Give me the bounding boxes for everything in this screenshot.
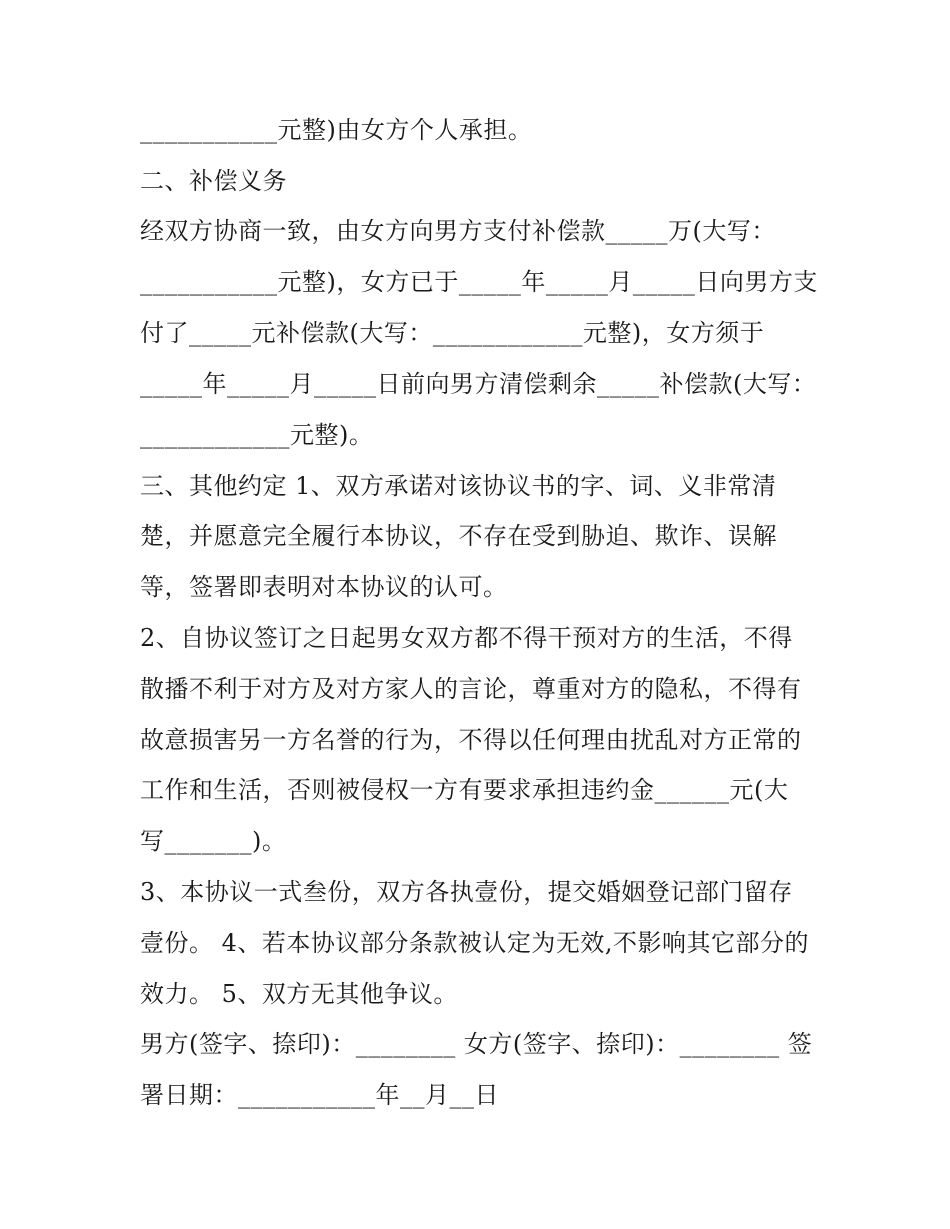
text-line: 效力。 5、双方无其他争议。	[140, 980, 458, 1008]
text-line: 壹份。 4、若本协议部分条款被认定为无效,不影响其它部分的	[140, 929, 810, 957]
text-line: 工作和生活，否则被侵权一方有要求承担违约金______元(大	[140, 776, 789, 804]
text-line: ___________元整)，女方已于_____年_____月_____日向男方支	[140, 268, 818, 296]
text-line: 散播不利于对方及对方家人的言论，尊重对方的隐私，不得有	[140, 675, 802, 703]
text-line: 付了_____元补偿款(大写：____________元整)，女方须于	[140, 319, 765, 347]
text-line: 3、本协议一式叁份，双方各执壹份，提交婚姻登记部门留存	[140, 878, 793, 906]
section-heading: 三、其他约定 1、双方承诺对该协议书的字、词、义非常清	[140, 472, 777, 500]
text-line: ___________元整)由女方个人承担。	[140, 116, 533, 144]
text-line: 2、自协议签订之日起男女双方都不得干预对方的生活，不得	[140, 624, 793, 652]
signature-line: 男方(签字、捺印)：________ 女方(签字、捺印)：________ 签	[140, 1030, 813, 1058]
text-line: _____年_____月_____日前向男方清偿剩余_____补偿款(大写：	[140, 370, 817, 398]
date-line: 署日期：___________年__月__日	[140, 1081, 499, 1109]
section-heading: 二、补偿义务	[140, 167, 287, 195]
text-line: 等，签署即表明对本协议的认可。	[140, 573, 508, 601]
text-line: 楚，并愿意完全履行本协议，不存在受到胁迫、欺诈、误解	[140, 522, 777, 550]
text-line: 经双方协商一致，由女方向男方支付补偿款_____万(大写：	[140, 217, 776, 245]
text-line: ____________元整)。	[140, 421, 374, 449]
text-line: 写_______)。	[140, 827, 287, 855]
text-line: 故意损害另一方名誉的行为，不得以任何理由扰乱对方正常的	[140, 726, 802, 754]
